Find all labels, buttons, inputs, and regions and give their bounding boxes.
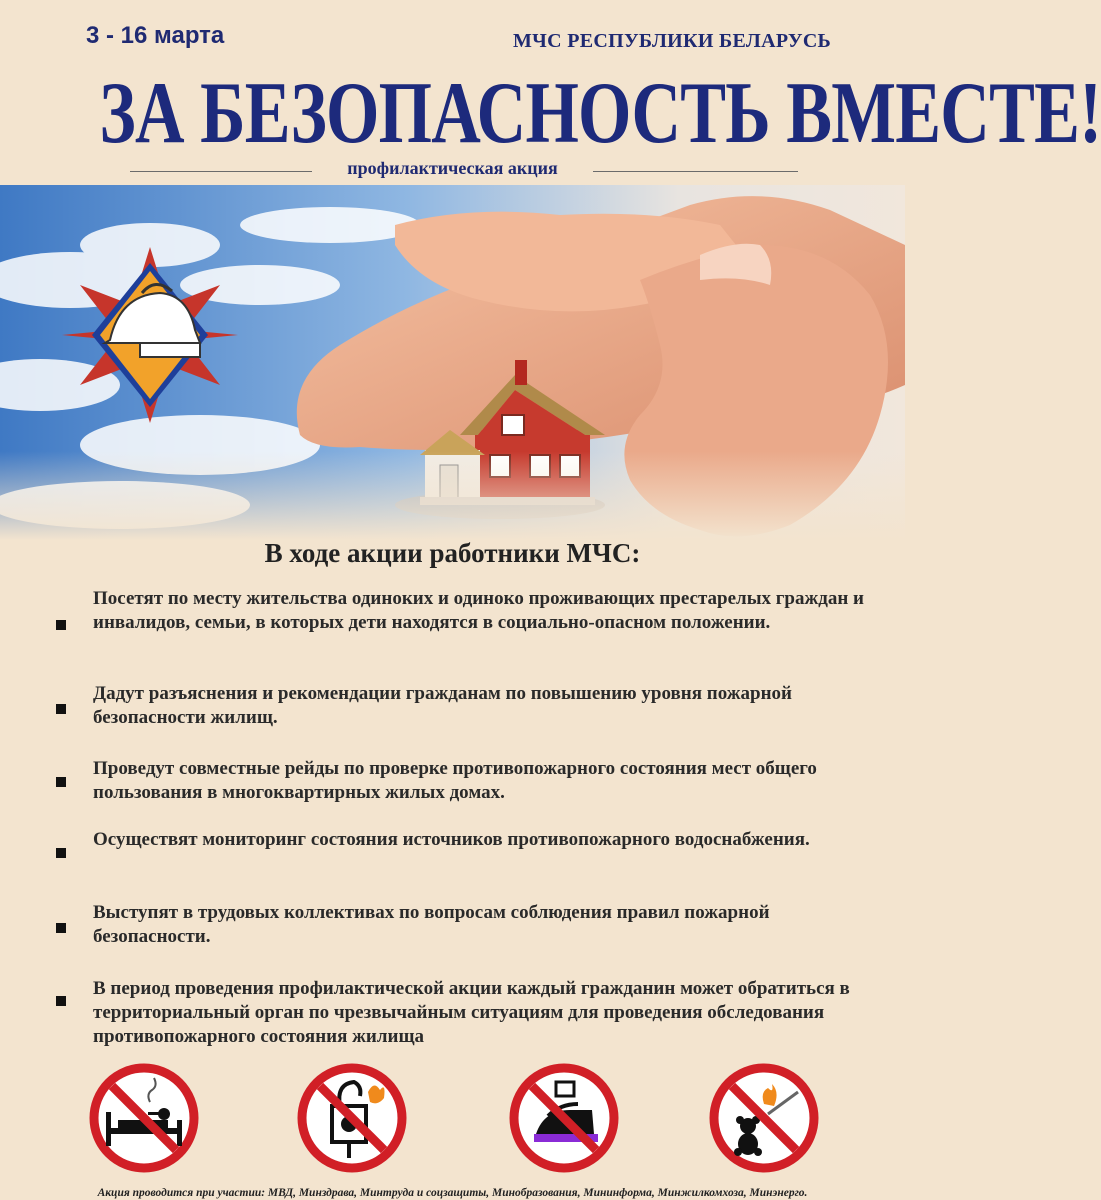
poster-subtitle: профилактическая акция [347, 158, 558, 178]
no-smoking-in-bed-icon [88, 1062, 200, 1174]
bullet [56, 620, 66, 630]
list-item-text: Осуществят мониторинг состояния источников противопожарного водоснабжения. [93, 829, 810, 850]
campaign-dates: 3 - 16 марта [86, 22, 225, 49]
hero-image [0, 185, 905, 540]
bullet [56, 704, 66, 714]
poster-title: ЗА БЕЗОПАСНОСТЬ ВМЕСТЕ! [99, 65, 1101, 162]
bullet [56, 777, 66, 787]
bullet [56, 996, 66, 1006]
bullet [56, 923, 66, 933]
prohibition-signs [0, 1062, 905, 1180]
bullet [56, 848, 66, 858]
no-faulty-heater-icon [296, 1062, 408, 1174]
list-item-text: Посетят по месту жительства одиноких и одиноко проживающих престарелых граждан и инвалидов, семьи, в которых дети находятся в социально-опасном положении. [93, 588, 865, 633]
list-item-text: Проведут совместные рейды по проверке противопожарного состояния мест общего пользования в многоквартирных жилых домах. [93, 758, 817, 803]
list-item-text: Выступят в трудовых коллективах по вопросам соблюдения правил пожарной безопасности. [93, 902, 770, 947]
list-item-text: Дадут разъяснения и рекомендации гражданам по повышению уровня пожарной безопасности жилищ. [93, 683, 792, 728]
organization-name: МЧС РЕСПУБЛИКИ БЕЛАРУСЬ [513, 30, 832, 52]
no-unattended-iron-icon [508, 1062, 620, 1174]
actions-heading: В ходе акции работники МЧС: [264, 538, 641, 568]
no-children-with-matches-icon [708, 1062, 820, 1174]
list-item-text: В период проведения профилактической акции каждый гражданин может обратиться в территориальный орган по чрезвычайным ситуациям для проведения обследования противопожарного состояния жилища [93, 978, 850, 1047]
footer-note: Акция проводится при участии: МВД, Минздрава, Минтруда и соцзащиты, Минобразования, Мининформа, Минжилкомхоза, Минэнерго. [97, 1187, 808, 1199]
